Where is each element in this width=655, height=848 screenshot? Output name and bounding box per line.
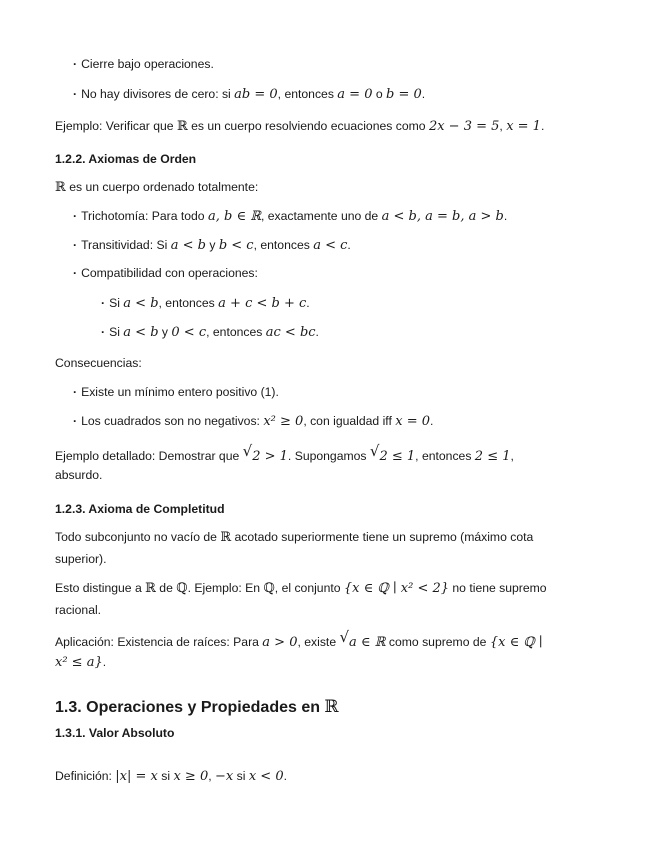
text: de — [155, 581, 177, 595]
text: Transitividad: Si — [81, 238, 171, 252]
text: . Ejemplo: En — [187, 581, 264, 595]
bullet-trichotomy — [73, 209, 507, 224]
bullet-compat-product — [101, 325, 319, 340]
text: . — [102, 655, 107, 669]
text: Si — [109, 325, 124, 339]
math: ac < bc — [265, 325, 316, 340]
sqrt-icon: √ — [242, 442, 253, 460]
example-verify-field — [55, 119, 544, 134]
completeness-statement — [55, 530, 533, 545]
text: . — [421, 87, 426, 101]
text: acotado superiormente tiene un supremo (máximo cota — [231, 530, 534, 544]
text: , — [510, 449, 514, 463]
heading-operations-properties — [55, 697, 339, 717]
math: {x ∈ ℚ ∣ — [489, 635, 543, 650]
bullet-min-positive-integer — [73, 385, 279, 399]
text: Trichotomía: Para todo — [81, 209, 208, 223]
text: , exactamente uno de — [261, 209, 382, 223]
bullet-compat-sum — [101, 296, 310, 311]
math: 2 > 1 — [252, 449, 288, 464]
math: a < b — [123, 325, 159, 340]
math: x ≥ 0 — [173, 769, 209, 784]
application-roots-cont — [55, 655, 106, 670]
math: 2 ≤ 1 — [474, 449, 511, 464]
sqrt-icon: √ — [369, 442, 380, 460]
text: . — [430, 414, 434, 428]
math: x² ≥ 0 — [263, 414, 304, 429]
bullet-no-zero-divisors — [73, 87, 425, 102]
math: x² ≤ a} — [55, 655, 103, 670]
math: a = 0 — [337, 87, 373, 102]
math: ℝ — [220, 530, 232, 545]
heading-absolute-value: 1.3.1. Valor Absoluto — [55, 726, 175, 740]
text: es un cuerpo ordenado totalmente: — [65, 180, 259, 194]
math: b < c — [218, 238, 254, 253]
math: ℚ — [263, 581, 275, 596]
ordered-field-line — [55, 180, 258, 195]
distinguish-r-q-cont: racional. — [55, 603, 102, 617]
text: no tiene supremo — [449, 581, 547, 595]
math: x = 0 — [395, 414, 431, 429]
text: . — [283, 769, 287, 783]
consequences-label: Consecuencias: — [55, 356, 142, 370]
text: 1.3. Operaciones y Propiedades en — [55, 699, 325, 716]
text: . Supongamos — [287, 449, 370, 463]
definition-absolute-value — [55, 769, 287, 784]
text: Existe un mínimo entero positivo (1). — [81, 385, 279, 399]
text: , entonces — [158, 296, 219, 310]
text: , con igualdad iff — [303, 414, 396, 428]
text: , entonces — [206, 325, 266, 339]
text: , — [499, 119, 507, 133]
text: Aplicación: Existencia de raíces: Para — [55, 635, 263, 649]
text: , entonces — [415, 449, 475, 463]
completeness-statement-cont: superior). — [55, 552, 107, 566]
math: a > 0 — [262, 635, 298, 650]
text: . — [347, 238, 351, 252]
math: a < b — [170, 238, 206, 253]
math: x < 0 — [248, 769, 284, 784]
math: a ∈ ℝ — [349, 635, 386, 650]
text: , existe — [297, 635, 340, 649]
math: a < b — [123, 296, 159, 311]
distinguish-r-q — [55, 581, 547, 596]
math: b = 0 — [386, 87, 422, 102]
text: Definición: — [55, 769, 116, 783]
text: o — [372, 87, 387, 101]
text: , el conjunto — [274, 581, 344, 595]
text: . — [540, 119, 545, 133]
math: ℝ — [176, 119, 188, 134]
text: Ejemplo detallado: Demostrar que — [55, 449, 243, 463]
text: Ejemplo: Verificar que — [55, 119, 177, 133]
text: Todo subconjunto no vacío de — [55, 530, 221, 544]
text: es un cuerpo resolviendo ecuaciones como — [187, 119, 429, 133]
math: ℝ — [55, 180, 66, 195]
math: x = 1 — [506, 119, 541, 134]
text: Cierre bajo operaciones. — [81, 57, 214, 71]
math: ℝ — [324, 697, 339, 717]
bullet-transitivity — [73, 238, 351, 253]
text: , entonces — [253, 238, 314, 252]
bullet-closure — [73, 57, 214, 71]
bullet-compatibility — [73, 266, 258, 280]
math: ℚ — [176, 581, 188, 596]
bullet-squares-nonnegative — [73, 414, 433, 429]
text: Esto distingue a — [55, 581, 146, 595]
text: No hay divisores de cero: si — [81, 87, 235, 101]
heading-order-axioms: 1.2.2. Axiomas de Orden — [55, 152, 197, 166]
math: ℝ — [145, 581, 156, 596]
math: {x ∈ ℚ ∣ x² < 2} — [343, 581, 450, 596]
text: , — [208, 769, 216, 783]
text: si — [233, 769, 249, 783]
text: y — [205, 238, 219, 252]
math: 2 ≤ 1 — [379, 449, 416, 464]
text: como supremo de — [385, 635, 490, 649]
heading-completeness-axiom: 1.2.3. Axioma de Completitud — [55, 502, 225, 516]
detailed-example — [55, 442, 514, 464]
text: Compatibilidad con operaciones: — [81, 266, 258, 280]
detailed-example-cont: absurdo. — [55, 468, 103, 482]
math: 2x − 3 = 5 — [428, 119, 500, 134]
text: , entonces — [277, 87, 338, 101]
text: Si — [109, 296, 124, 310]
text: . — [306, 296, 310, 310]
sqrt-icon: √ — [339, 628, 350, 646]
math: −x — [215, 769, 234, 784]
math: a < c — [313, 238, 348, 253]
math: a + c < b + c — [218, 296, 307, 311]
text: . — [503, 209, 508, 223]
application-roots — [55, 628, 543, 650]
math: a, b ∈ ℝ — [207, 209, 261, 224]
text: Los cuadrados son no negativos: — [81, 414, 264, 428]
math: a < b, a = b, a > b — [381, 209, 504, 224]
math: |x| = x — [115, 769, 158, 784]
math: ab = 0 — [234, 87, 278, 102]
math: 0 < c — [171, 325, 207, 340]
text: si — [157, 769, 174, 783]
text: y — [158, 325, 172, 339]
text: . — [315, 325, 319, 339]
